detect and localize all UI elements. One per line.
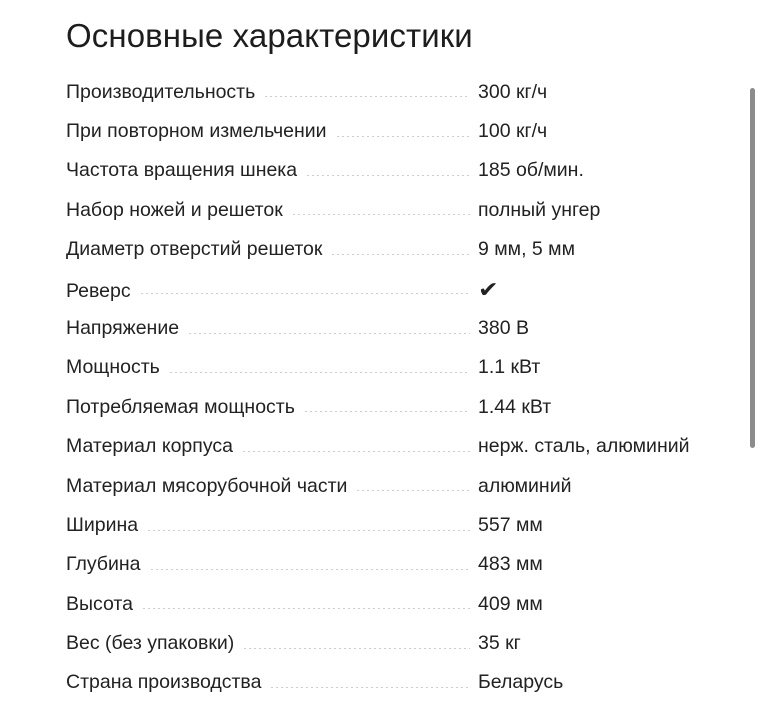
- spec-value: 483 мм: [478, 553, 543, 576]
- spec-row: [66, 73, 726, 112]
- spec-row: [66, 663, 726, 702]
- spec-value: 557 мм: [478, 513, 543, 536]
- dotted-leader: [137, 293, 472, 294]
- specifications-list: [66, 73, 726, 703]
- spec-label: Страна производства: [66, 671, 262, 694]
- spec-value: 100 кг/ч: [478, 119, 548, 142]
- spec-value: Беларусь: [478, 671, 564, 694]
- spec-row: [66, 191, 726, 230]
- spec-value: алюминий: [478, 474, 572, 497]
- spec-row: [66, 506, 726, 545]
- dotted-leader: [166, 372, 472, 373]
- spec-label: Производительность: [66, 80, 256, 103]
- spec-label: Мощность: [66, 356, 160, 379]
- spec-row: [66, 230, 726, 269]
- spec-row: [66, 151, 726, 190]
- dotted-leader: [333, 136, 472, 137]
- spec-row: [66, 388, 726, 427]
- spec-row: [66, 309, 726, 348]
- spec-row: [66, 112, 726, 151]
- spec-row: [66, 585, 726, 624]
- specifications-panel: [66, 0, 726, 703]
- spec-label: Ширина: [66, 513, 139, 536]
- spec-label: Набор ножей и решеток: [66, 198, 283, 221]
- spec-value: 409 мм: [478, 592, 543, 615]
- spec-label: Глубина: [66, 553, 141, 576]
- spec-value: 35 кг: [478, 632, 521, 655]
- dotted-leader: [144, 530, 472, 531]
- spec-value: 185 об/мин.: [478, 159, 584, 182]
- dotted-leader: [301, 411, 472, 412]
- spec-value: 380 В: [478, 316, 529, 339]
- spec-row: [66, 624, 726, 663]
- dotted-leader: [289, 214, 472, 215]
- spec-value-checkmark: [478, 270, 726, 309]
- spec-value: полный унгер: [478, 198, 601, 221]
- spec-label: Реверс: [66, 279, 131, 302]
- spec-label: При повторном измельчении: [66, 119, 327, 142]
- spec-label: Напряжение: [66, 316, 180, 339]
- scrollbar-thumb[interactable]: [750, 88, 755, 448]
- spec-row: [66, 427, 726, 466]
- dotted-leader: [239, 451, 472, 452]
- spec-label: Материал мясорубочной части: [66, 474, 348, 497]
- spec-label: Высота: [66, 592, 133, 615]
- dotted-leader: [261, 96, 472, 97]
- spec-value: 300 кг/ч: [478, 80, 548, 103]
- check-icon: ✔: [478, 276, 499, 302]
- page-title: Основные характеристики: [66, 17, 473, 54]
- spec-label: Вес (без упаковки): [66, 632, 235, 655]
- spec-value: 1.1 кВт: [478, 356, 541, 379]
- spec-row: [66, 270, 726, 309]
- spec-row: [66, 348, 726, 387]
- spec-label: Диаметр отверстий решеток: [66, 238, 323, 261]
- spec-value: 1.44 кВт: [478, 395, 552, 418]
- dotted-leader: [139, 608, 472, 609]
- dotted-leader: [240, 648, 472, 649]
- dotted-leader: [267, 687, 472, 688]
- dotted-leader: [303, 175, 472, 176]
- dotted-leader: [353, 490, 472, 491]
- spec-label: Потребляемая мощность: [66, 395, 295, 418]
- spec-value: нерж. сталь, алюминий: [478, 435, 690, 458]
- dotted-leader: [328, 254, 472, 255]
- spec-row: [66, 545, 726, 584]
- dotted-leader: [147, 569, 473, 570]
- spec-value: 9 мм, 5 мм: [478, 238, 575, 261]
- dotted-leader: [185, 333, 472, 334]
- spec-row: [66, 467, 726, 506]
- spec-label: Материал корпуса: [66, 435, 233, 458]
- spec-label: Частота вращения шнека: [66, 159, 298, 182]
